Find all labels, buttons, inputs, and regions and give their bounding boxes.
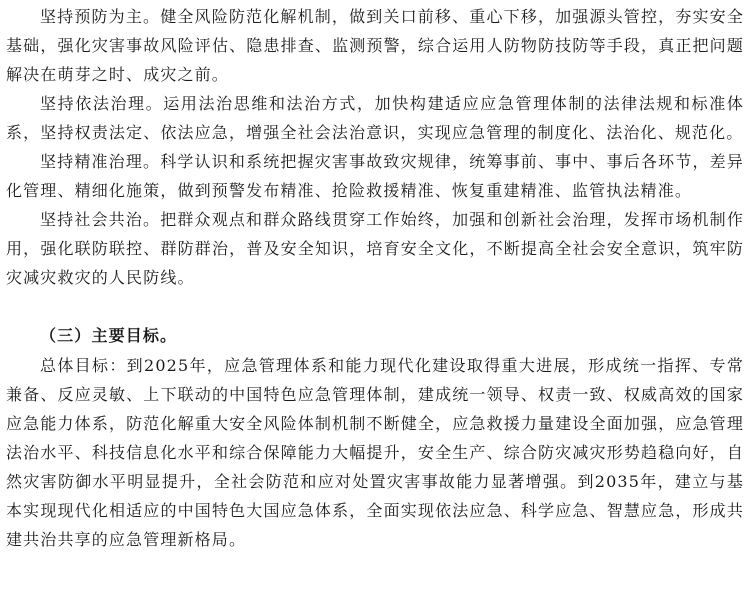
principle-prevention-paragraph — [6, 2, 744, 89]
section-spacer — [6, 292, 744, 321]
document-page — [6, 2, 744, 554]
overall-goal-lead: 总体目标： — [40, 356, 127, 375]
principle-precision-lead: 坚持精准治理。 — [40, 152, 161, 171]
principle-rule-of-law-text: 运用法治思维和法治方式，加快构建适应应急管理体制的法律法规和标准体系，坚持权责法定、依法应急，增强全社会法治意识，实现应急管理的制度化、法治化、规范化。 — [6, 94, 744, 142]
principle-rule-of-law-lead: 坚持依法治理。 — [40, 94, 164, 113]
principle-social-governance-lead: 坚持社会共治。 — [40, 210, 161, 229]
principle-prevention-lead: 坚持预防为主。 — [40, 7, 161, 26]
principle-prevention-text: 健全风险防范化解机制，做到关口前移、重心下移，加强源头管控，夯实安全基础，强化灾害事故风险评估、隐患排查、监测预警，综合运用人防物防技防等手段，真正把问题解决在萌芽之时、成灾之前。 — [6, 7, 744, 84]
principle-precision-text: 科学认识和系统把握灾害事故致灾规律，统筹事前、事中、事后各环节，差异化管理、精细化施策，做到预警发布精准、抢险救援精准、恢复重建精准、监管执法精准。 — [6, 152, 744, 200]
overall-goal-text: 到2025年，应急管理体系和能力现代化建设取得重大进展，形成统一指挥、专常兼备、反应灵敏、上下联动的中国特色应急管理体制，建成统一领导、权责一致、权威高效的国家应急能力体系，防范化解重大安全风险体制机制不断健全，应急救援力量建设全面加强，应急管理法治水平、科技信息化水平和综合保障能力大幅提升，安全生产、综合防灾减灾形势趋稳向好，自然灾害防御水平明显提升，全社会防范和应对处置灾害事故能力显著增强。到2035年，建立与基本实现现代化相适应的中国特色大国应急体系，全面实现依法应急、科学应急、智慧应急，形成共建共治共享的应急管理新格局。 — [6, 356, 744, 549]
principle-rule-of-law-paragraph — [6, 89, 744, 147]
principle-social-governance-paragraph — [6, 205, 744, 292]
overall-goal-paragraph — [6, 351, 744, 554]
principle-precision-paragraph — [6, 147, 744, 205]
principle-social-governance-text: 把群众观点和群众路线贯穿工作始终，加强和创新社会治理，发挥市场机制作用，强化联防联控、群防群治，普及安全知识，培育安全文化，不断提高全社会安全意识，筑牢防灾减灾救灾的人民防线。 — [6, 210, 744, 287]
section-heading: （三）主要目标。 — [40, 326, 178, 345]
